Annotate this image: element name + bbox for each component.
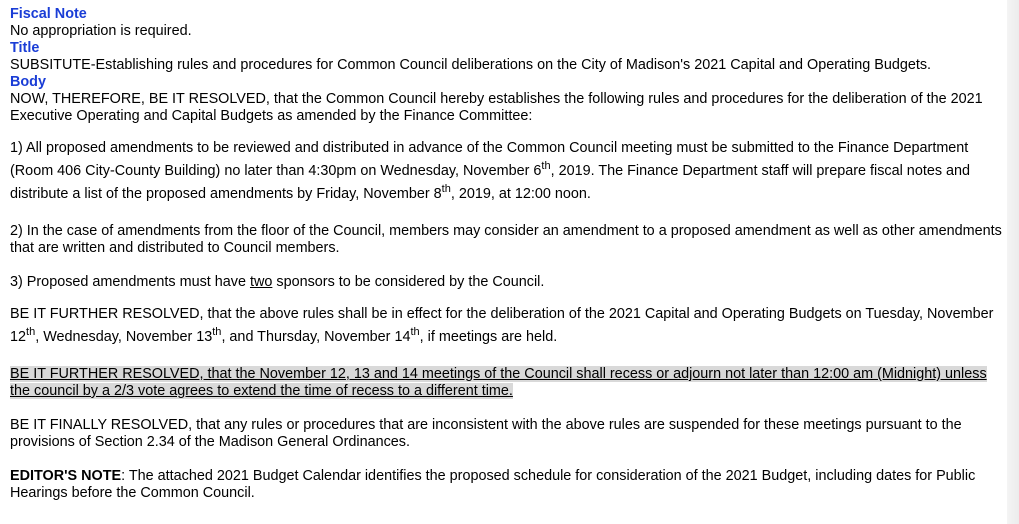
body-heading: Body	[10, 74, 46, 90]
vertical-scrollbar[interactable]	[1007, 0, 1019, 524]
underlined-two: two	[249, 274, 273, 290]
finally-resolved: BE IT FINALLY RESOLVED, that any rules or procedures that are inconsistent with the above rules are suspended for these meetings pursuant to the provisions of Section 2.34 of the Madison General Ordinances.	[10, 417, 962, 450]
rule-1: 1) All proposed amendments to be reviewed and distributed in advance of the Common Council meeting must be submitted to the Finance Department (Room 406 City-County Building) no later than 4:30pm on Wednesday, November 6th, 2019. The Finance Department staff will prepare fiscal notes and distribute a list of the proposed amendments by Friday, November 8th, 2019, at 12:00 noon.	[10, 140, 971, 202]
rule-3: 3) Proposed amendments must have two sponsors to be considered by the Council.	[10, 274, 545, 290]
highlighted-amendment-text: BE IT FURTHER RESOLVED, that the November 12, 13 and 14 meetings of the Council shall recess or adjourn not later than 12:00 am (Midnight) unless the council by a 2/3 vote agrees to extend the time of recess to a different time.	[10, 366, 987, 399]
resolved-intro: NOW, THEREFORE, BE IT RESOLVED, that the Common Council hereby establishes the following rules and procedures for the deliberation of the 2021 Executive Operating and Capital Budgets as amended by the Finance Committee:	[10, 91, 983, 124]
fiscal-note-heading: Fiscal Note	[10, 6, 87, 22]
editors-note-label: EDITOR'S NOTE	[10, 468, 122, 484]
title-heading: Title	[10, 40, 40, 56]
further-resolved-2	[0, 366, 1010, 400]
legislation-text	[10, 6, 1010, 502]
editors-note: EDITOR'S NOTE: The attached 2021 Budget Calendar identifies the proposed schedule for consideration of the 2021 Budget, including dates for Public Hearings before the Common Council.	[10, 468, 976, 501]
fiscal-note-text: No appropriation is required.	[10, 23, 192, 39]
further-resolved-1: BE IT FURTHER RESOLVED, that the above rules shall be in effect for the deliberation of the 2021 Capital and Operating Budgets on Tuesday, November 12th, Wednesday, November 13th, and Thursday, November 14th, if meetings are held.	[10, 306, 994, 345]
title-text: SUBSITUTE-Establishing rules and procedures for Common Council deliberations on the City of Madison's 2021 Capital and Operating Budgets.	[10, 57, 932, 73]
rule-2: 2) In the case of amendments from the floor of the Council, members may consider an amendment to a proposed amendment as well as other amendments that are written and distributed to Council members.	[10, 223, 1002, 256]
